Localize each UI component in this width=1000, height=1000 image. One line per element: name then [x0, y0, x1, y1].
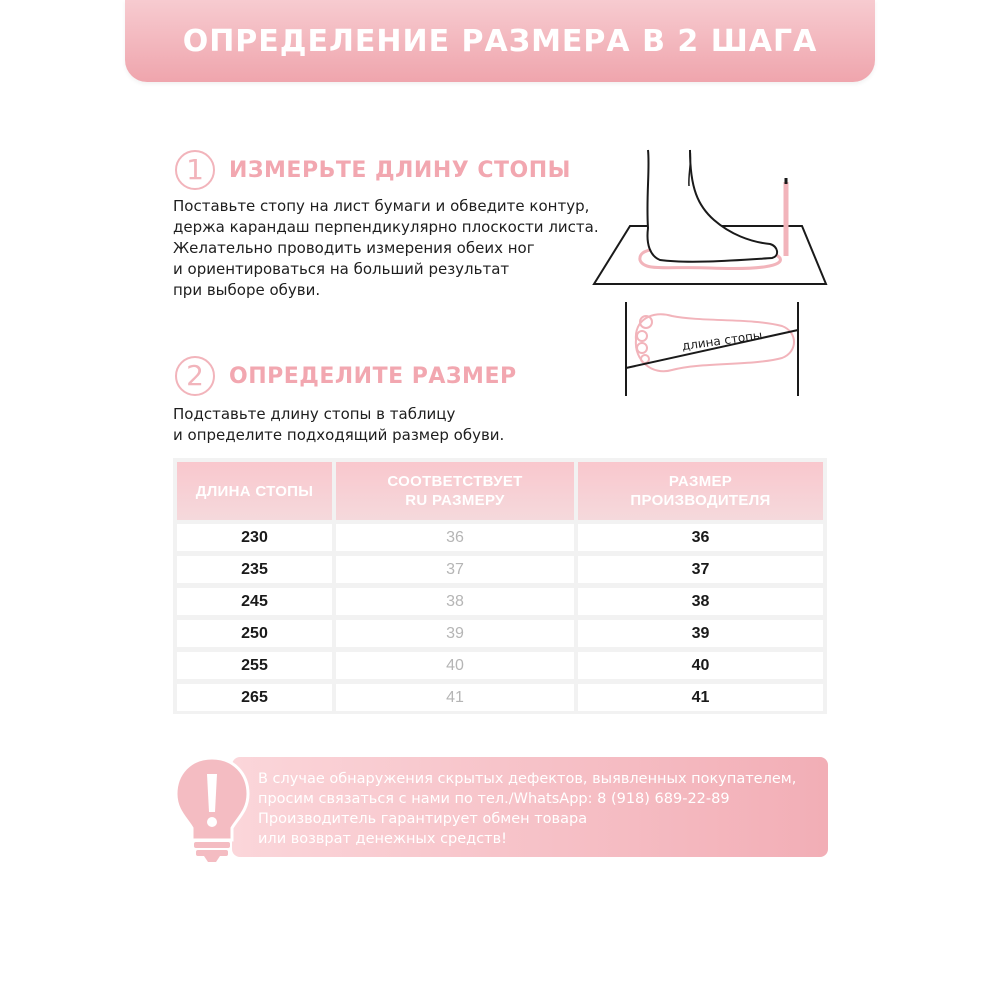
foot-on-paper-illustration	[590, 148, 830, 290]
warranty-notice	[232, 757, 828, 857]
table-row	[177, 556, 823, 583]
notice-line: В случае обнаружения скрытых дефектов, выявленных покупателем,	[258, 771, 797, 787]
ru-size-cell: 41	[336, 684, 574, 711]
step-2-line: и определите подходящий размер обуви.	[173, 426, 505, 444]
table-row	[177, 588, 823, 615]
ru-size-cell: 37	[336, 556, 574, 583]
notice-line: или возврат денежных средств!	[258, 831, 507, 847]
foot-length-label: длина стопы	[681, 327, 764, 354]
step-1-line: при выборе обуви.	[173, 281, 321, 299]
step-1-title: ИЗМЕРЬТЕ ДЛИНУ СТОПЫ	[229, 157, 571, 183]
step-2-title: ОПРЕДЕЛИТЕ РАЗМЕР	[229, 363, 517, 389]
table-row	[177, 652, 823, 679]
manufacturer-size-cell: 37	[578, 556, 823, 583]
step-1-instructions	[173, 196, 599, 301]
foot-length-cell: 245	[177, 588, 332, 615]
step-1-line: Желательно проводить измерения обеих ног	[173, 239, 535, 257]
page-title: ОПРЕДЕЛЕНИЕ РАЗМЕРА В 2 ШАГА	[182, 23, 818, 59]
ru-size-cell: 39	[336, 620, 574, 647]
leg-and-foot	[647, 150, 777, 262]
foot-length-cell: 255	[177, 652, 332, 679]
step-1-heading	[175, 150, 571, 190]
step-1-line: и ориентироваться на больший результат	[173, 260, 510, 278]
manufacturer-size-cell: 40	[578, 652, 823, 679]
manufacturer-size-cell: 38	[578, 588, 823, 615]
step-2-line: Подставьте длину стопы в таблицу	[173, 405, 456, 423]
manufacturer-size-cell: 41	[578, 684, 823, 711]
header-manufacturer-size: РАЗМЕР ПРОИЗВОДИТЕЛЯ	[578, 462, 823, 520]
step-2-number: 2	[175, 356, 215, 396]
step-2-heading	[175, 356, 517, 396]
table-row	[177, 684, 823, 711]
foot-length-cell: 230	[177, 524, 332, 551]
ru-size-cell: 36	[336, 524, 574, 551]
table-row	[177, 620, 823, 647]
step-1-line: держа карандаш перпендикулярно плоскости листа.	[173, 218, 599, 236]
header-foot-length: ДЛИНА СТОПЫ	[177, 462, 332, 520]
notice-line: просим связаться с нами по тел./WhatsApp: 8 (918) 689-22-89	[258, 791, 730, 807]
ru-size-cell: 38	[336, 588, 574, 615]
step-1-number: 1	[175, 150, 215, 190]
foot-length-cell: 265	[177, 684, 332, 711]
foot-length-cell: 250	[177, 620, 332, 647]
manufacturer-size-cell: 39	[578, 620, 823, 647]
size-table-header	[177, 462, 823, 520]
step-1-line: Поставьте стопу на лист бумаги и обведите контур,	[173, 197, 590, 215]
foot-length-illustration	[612, 300, 812, 400]
step-2-instructions	[173, 404, 504, 446]
header-ru-size: СООТВЕТСТВУЕТ RU РАЗМЕРУ	[336, 462, 574, 520]
foot-length-cell: 235	[177, 556, 332, 583]
manufacturer-size-cell: 36	[578, 524, 823, 551]
page-header	[125, 0, 875, 82]
table-row	[177, 524, 823, 551]
notice-line: Производитель гарантирует обмен товара	[258, 811, 588, 827]
size-table	[173, 458, 827, 714]
ru-size-cell: 40	[336, 652, 574, 679]
lightbulb-warning-icon	[172, 752, 252, 864]
